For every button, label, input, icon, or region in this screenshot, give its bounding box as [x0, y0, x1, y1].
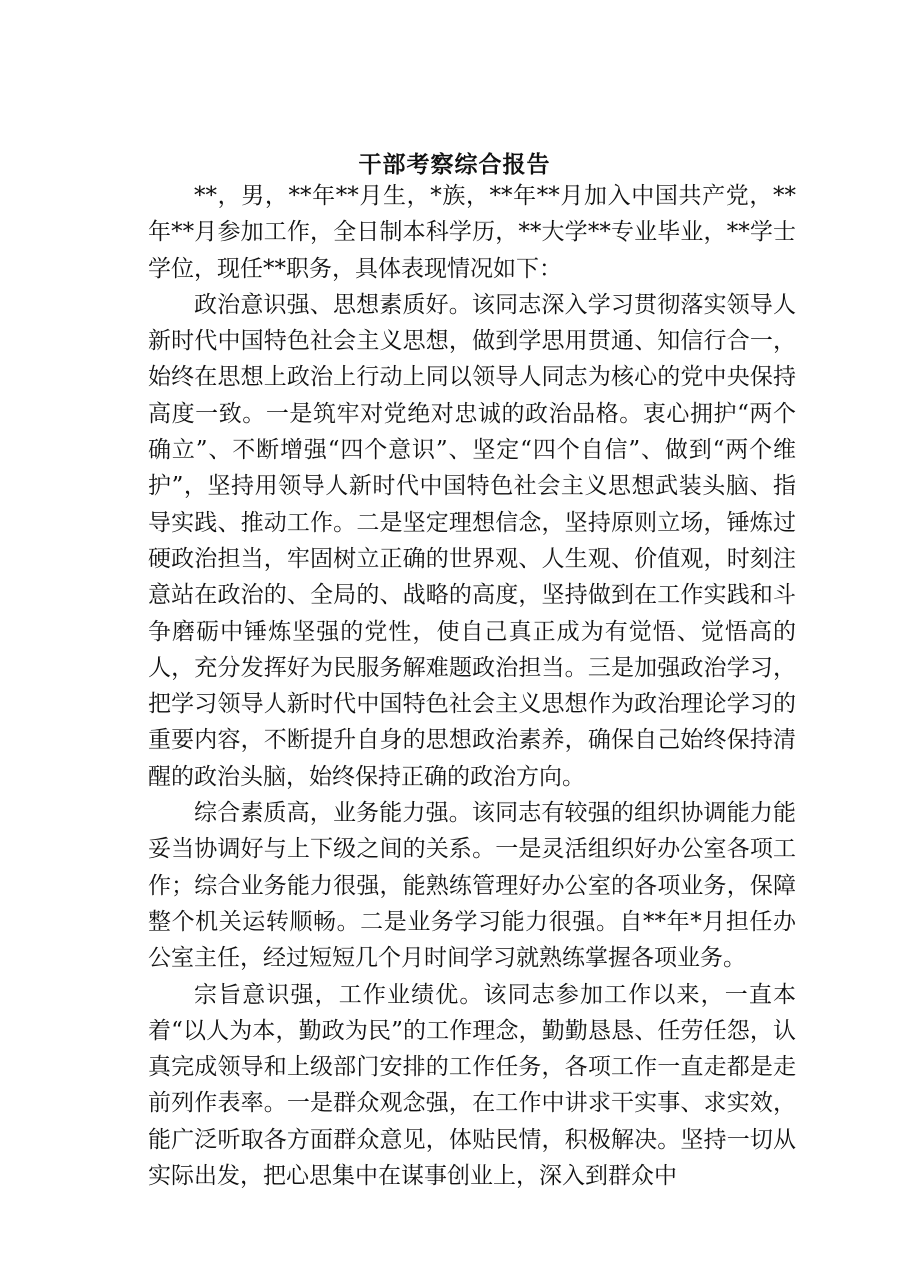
document-title: 干部考察综合报告 — [358, 151, 551, 178]
paragraph-political-awareness: 政治意识强、思想素质好。该同志深入学习贯彻落实领导人新时代中国特色社会主义思想，做到学思用贯通、知信行合一，始终在思想上政治上行动上同以领导人同志为核心的党中央保持高度一致。一是筑牢对党绝对忠诚的政治品格。衷心拥护“两个确立”、不断增强“四个意识”、坚定“四个自信”、做到“两个维护”，坚持用领导人新时代中国特色社会主义思想武装头脑、指导实践、推动工作。二是坚定理想信念，坚持原则立场，锤炼过硬政治担当，牢固树立正确的世界观、人生观、价值观，时刻注意站在政治的、全局的、战略的高度，坚持做到在工作实践和斗争磨砺中锤炼坚强的党性，使自己真正成为有觉悟、觉悟高的人，充分发挥好为民服务解难题政治担当。三是加强政治学习，把学习领导人新时代中国特色社会主义思想作为政治理论学习的重要内容，不断提升自身的思想政治素养，确保自己始终保持清醒的政治头脑，始终保持正确的政治方向。 — [148, 291, 796, 790]
paragraph-professional-ability: 综合素质高，业务能力强。该同志有较强的组织协调能力能妥当协调好与上下级之间的关系。一是灵活组织好办公室各项工作；综合业务能力很强，能熟练管理好办公室的各项业务，保障整个机关运转顺畅。二是业务学习能力很强。自**年*月担任办公室主任，经过短短几个月时间学习就熟练掌握各项业务。 — [148, 800, 796, 972]
document-body — [148, 178, 796, 1194]
paragraph-personal-info: **，男，**年**月生，*族，**年**月加入中国共产党，**年**月参加工作，全日制本科学历，**大学**专业毕业，**学士学位，现任**职务，具体表现情况如下： — [148, 183, 797, 282]
paragraph-service-performance: 宗旨意识强，工作业绩优。该同志参加工作以来，一直本着“以人为本，勤政为民”的工作理念，勤勤恳恳、任劳任怨，认真完成领导和上级部门安排的工作任务，各项工作一直走都是走前列作表率。一是群众观念强，在工作中讲求干实事、求实效，能广泛听取各方面群众意见，体贴民情，积极解决。坚持一切从实际出发，把心思集中在谋事创业上，深入到群众中 — [148, 981, 796, 1190]
